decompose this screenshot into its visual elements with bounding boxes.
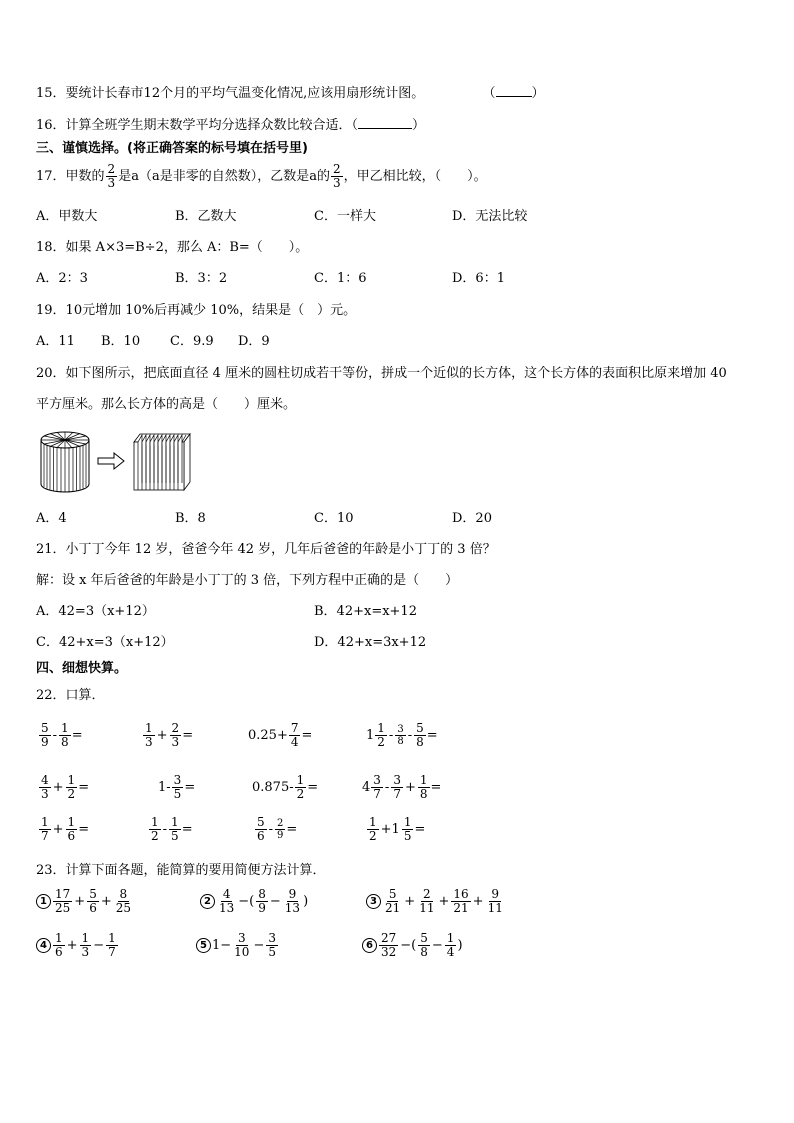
q17-fraction-1: $\frac{2}{3}$ — [107, 162, 116, 190]
question-15 — [36, 84, 545, 102]
q15-paren-open: （ — [482, 86, 496, 101]
q18-option-a[interactable]: A．2：3 — [36, 271, 88, 286]
q20-option-a[interactable]: A．4 — [36, 511, 67, 526]
q17-option-c[interactable]: C．一样大 — [314, 209, 376, 224]
q21-option-b[interactable]: B．42+x=x+12 — [314, 604, 417, 619]
q17-middle: 是a（a是非零的自然数），乙数是a的 — [118, 168, 330, 184]
q18-option-c[interactable]: C．1：6 — [314, 271, 367, 286]
q19-option-d[interactable]: D．9 — [238, 334, 270, 349]
q20-option-d[interactable]: D．20 — [452, 511, 492, 526]
q19-option-b[interactable]: B．10 — [101, 334, 141, 349]
circled-number-3: 3 — [366, 894, 381, 909]
question-18: 18．如果 A×3=B÷2，那么 A：B=（ ）。 — [36, 240, 309, 255]
circled-number-4: 4 — [36, 938, 51, 953]
q16-answer-blank[interactable] — [358, 116, 412, 129]
q15-paren-close: ） — [531, 86, 545, 101]
q20-option-b[interactable]: B．8 — [175, 511, 206, 526]
question-19: 19．10元增加 10%后再减少 10%，结果是（ ）元。 — [36, 303, 357, 318]
question-17 — [36, 163, 487, 190]
q21-option-c[interactable]: C．42+x=3（x+12） — [36, 635, 174, 650]
q20-option-c[interactable]: C．10 — [314, 511, 354, 526]
mental-3-2: $\frac{1}{2}$ - $\frac{1}{5}$ = — [151, 815, 193, 843]
question-16 — [36, 116, 425, 134]
question-22-title: 22．口算． — [36, 688, 105, 703]
mental-2-4: 4 $\frac{3}{7}$ - $\frac{3}{7}$ + $\frac{1}{8}$ = — [362, 773, 442, 801]
q18-option-d[interactable]: D．6：1 — [452, 271, 505, 286]
cylinder-to-cuboid-figure — [38, 428, 198, 496]
question-21: 21．小丁丁今年 12 岁，爸爸今年 42 岁，几年后爸爸的年龄是小丁丁的 3 倍？ — [36, 542, 496, 557]
q15-answer-blank[interactable] — [496, 84, 532, 97]
q16-paren-close: ） — [412, 118, 426, 133]
q17-suffix: ，甲乙相比较，（ ）。 — [343, 168, 487, 184]
q21-solution: 解：设 x 年后爸爸的年龄是小丁丁的 3 倍，下列方程中正确的是（ ） — [36, 573, 459, 588]
circled-number-1: 1 — [36, 894, 51, 909]
section-4-heading: 四、细想快算。 — [36, 661, 128, 676]
arrow-right-icon — [98, 453, 124, 469]
mental-1-3: 0.25+ $\frac{7}{4}$ = — [248, 721, 313, 749]
cuboid-figure — [134, 434, 190, 490]
q17-option-a[interactable]: A．甲数大 — [36, 209, 98, 224]
mental-3-4: $\frac{1}{2}$ +1 $\frac{1}{5}$ = — [369, 815, 426, 843]
cylinder-figure — [41, 432, 89, 492]
q15-text: 15．要统计长春市12个月的平均气温变化情况,应该用扇形统计图。 — [36, 86, 425, 101]
q17-fraction-2: $\frac{2}{3}$ — [332, 162, 341, 190]
mental-1-1: $\frac{5}{9}$ - $\frac{1}{8}$ = — [41, 721, 83, 749]
question-20-line-1: 20．如下图所示，把底面直径 4 厘米的圆柱切成若干等份，拼成一个近似的长方体，这个长方体的表面积比原来增加 40 — [36, 366, 727, 381]
calc-3: 3 $\frac{5}{21}$ + $\frac{2}{11}$ + $\frac{16}{21}$ + $\frac{9}{11}$ — [366, 888, 506, 915]
q21-option-a[interactable]: A．42=3（x+12） — [36, 604, 155, 619]
mental-1-2: $\frac{1}{3}$ + $\frac{2}{3}$ = — [145, 721, 194, 749]
calc-1: 1 $\frac{17}{25}$ + $\frac{5}{6}$ + $\frac{8}{25}$ — [36, 888, 134, 915]
question-23-title: 23．计算下面各题，能简算的要用简便方法计算． — [36, 863, 326, 878]
q19-option-c[interactable]: C．9.9 — [170, 334, 214, 349]
mental-3-3: $\frac{5}{6}$ - $\frac{2}{9}$ = — [257, 815, 298, 843]
calc-6: 6 $\frac{27}{32}$ −( $\frac{5}{8}$ − $\frac{1}{4}$ ) — [362, 932, 463, 959]
q17-option-d[interactable]: D．无法比较 — [452, 209, 528, 224]
mental-3-1: $\frac{1}{7}$ + $\frac{1}{6}$ = — [41, 815, 90, 843]
mental-2-2: 1- $\frac{3}{5}$ = — [158, 773, 196, 801]
calc-5: 5 1− $\frac{3}{10}$ − $\frac{3}{5}$ — [196, 932, 279, 959]
circled-number-5: 5 — [196, 938, 211, 953]
question-20-line-2: 平方厘米。那么长方体的高是（ ）厘米。 — [36, 397, 297, 412]
mental-2-3: 0.875- $\frac{1}{2}$ = — [252, 773, 319, 801]
mental-1-4: 1 $\frac{1}{2}$ - $\frac{3}{8}$ - $\frac{5}{8}$ = — [366, 721, 438, 749]
q18-option-b[interactable]: B．3：2 — [175, 271, 228, 286]
circled-number-6: 6 — [362, 938, 377, 953]
q19-option-a[interactable]: A．11 — [36, 334, 75, 349]
mental-2-1: $\frac{4}{3}$ + $\frac{1}{2}$ = — [41, 773, 90, 801]
q21-option-d[interactable]: D．42+x=3x+12 — [314, 635, 427, 650]
q17-prefix: 17．甲数的 — [36, 168, 105, 184]
circled-number-2: 2 — [200, 894, 215, 909]
q16-text: 16．计算全班学生期末数学平均分选择众数比较合适．（ — [36, 118, 359, 133]
q17-option-b[interactable]: B．乙数大 — [175, 209, 237, 224]
calc-4: 4 $\frac{1}{6}$ + $\frac{1}{3}$ − $\frac{1}{7}$ — [36, 932, 119, 959]
section-3-heading: 三、谨慎选择。(将正确答案的标号填在括号里) — [36, 141, 308, 156]
calc-2: 2 $\frac{4}{13}$ −( $\frac{8}{9}$ − $\frac{9}{13}$ ) — [200, 888, 308, 915]
